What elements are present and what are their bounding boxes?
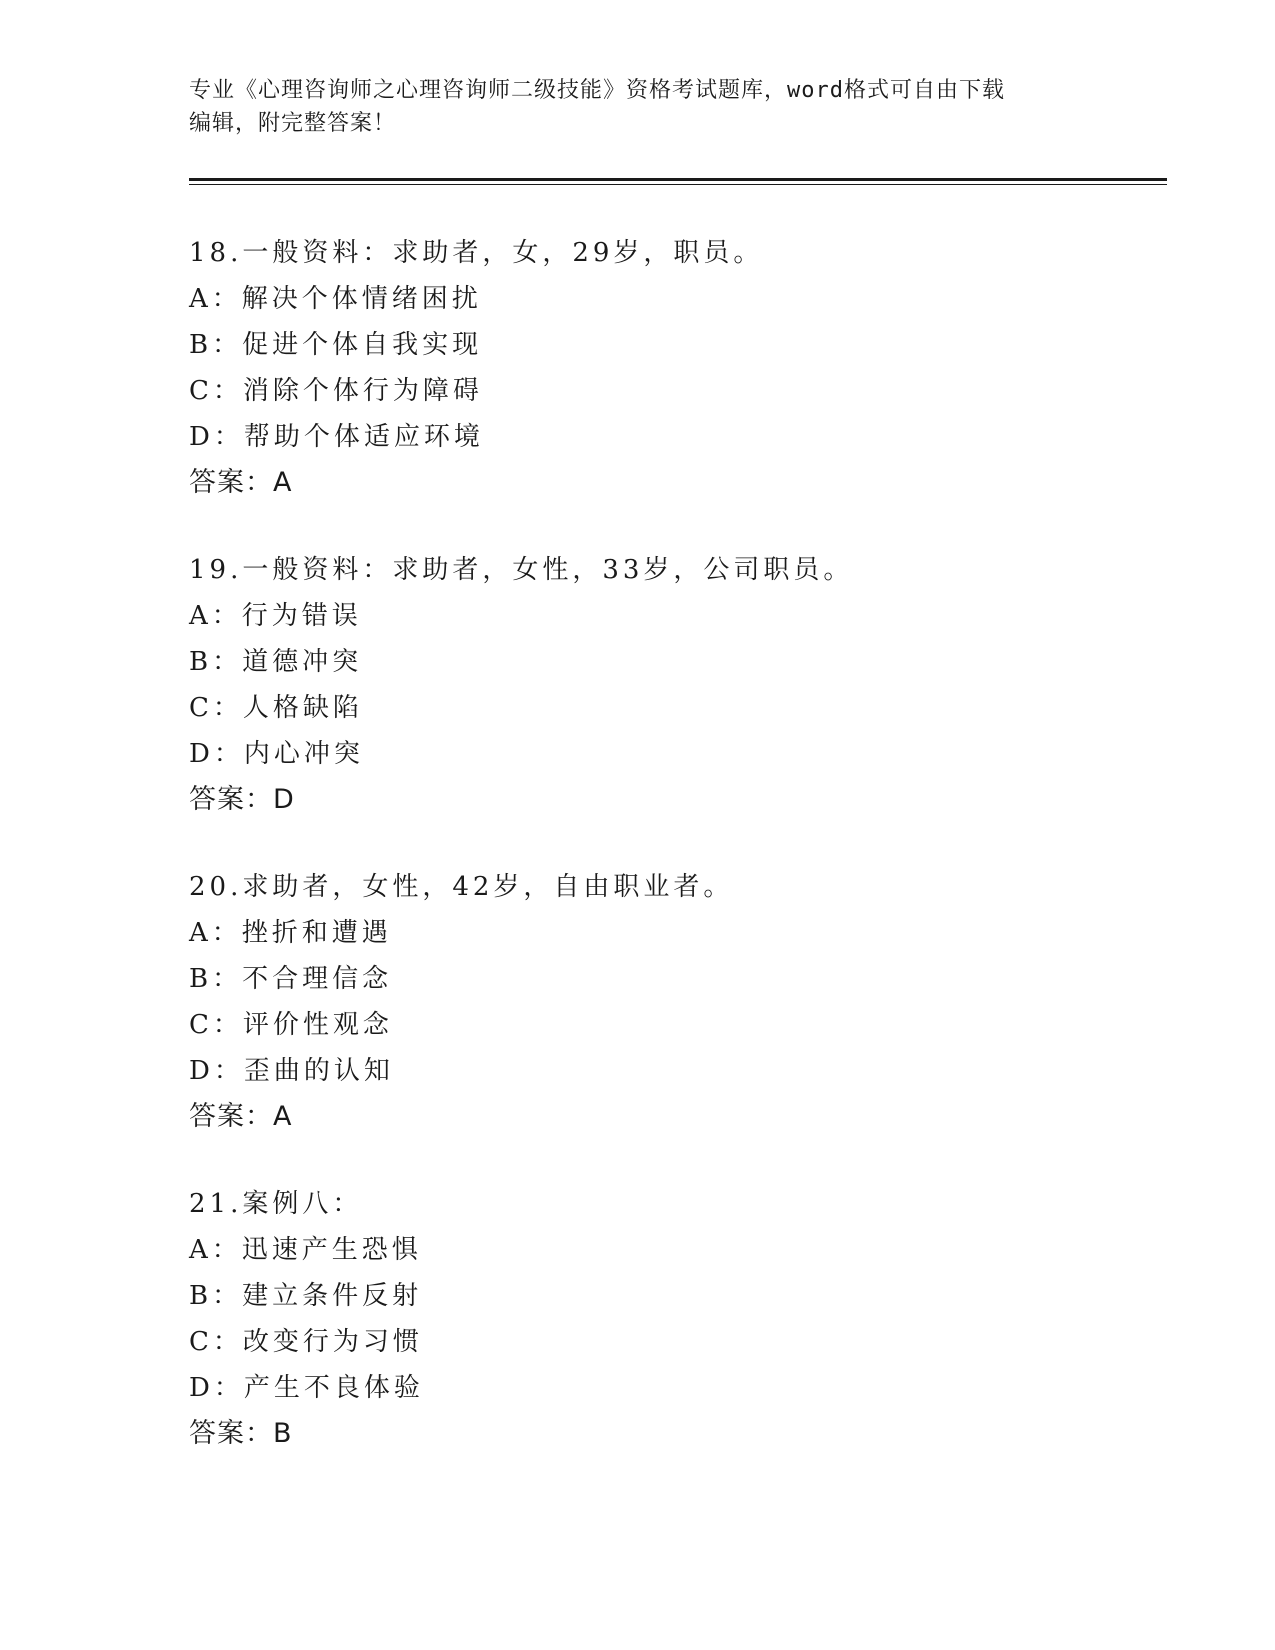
question-stem: 21.案例八：: [189, 1189, 363, 1219]
header-line-2: 编辑，附完整答案！: [189, 111, 397, 136]
option-b: B：不合理信念: [189, 964, 393, 994]
answer: 答案：B: [189, 1418, 293, 1449]
question-21: [189, 1181, 1089, 1457]
question-18: [189, 230, 1089, 506]
option-a: A：挫折和遭遇: [189, 918, 392, 948]
option-b: B：建立条件反射: [189, 1281, 423, 1311]
question-20: [189, 864, 1089, 1140]
option-c: C：人格缺陷: [189, 693, 363, 723]
document-header: [189, 74, 1089, 140]
option-a: A：解决个体情绪困扰: [189, 284, 482, 314]
option-c: C：评价性观念: [189, 1010, 393, 1040]
option-c: C：改变行为习惯: [189, 1327, 423, 1357]
question-19: [189, 547, 1089, 823]
option-d: D：内心冲突: [189, 739, 364, 769]
question-stem: 20.求助者，女性，42岁，自由职业者。: [189, 872, 734, 902]
option-a: A：迅速产生恐惧: [189, 1235, 422, 1265]
header-divider-thick: [189, 178, 1167, 181]
option-b: B：促进个体自我实现: [189, 330, 483, 360]
header-divider-thin: [189, 184, 1167, 185]
option-d: D：歪曲的认知: [189, 1056, 394, 1086]
answer: 答案：A: [189, 1101, 293, 1132]
option-a: A：行为错误: [189, 601, 362, 631]
option-c: C：消除个体行为障碍: [189, 376, 483, 406]
question-stem: 19.一般资料：求助者，女性，33岁，公司职员。: [189, 555, 854, 585]
option-b: B：道德冲突: [189, 647, 363, 677]
option-d: D：帮助个体适应环境: [189, 422, 484, 452]
option-d: D：产生不良体验: [189, 1373, 424, 1403]
header-line-1: 专业《心理咨询师之心理咨询师二级技能》资格考试题库，word格式可自由下载: [189, 78, 1005, 103]
answer: 答案：A: [189, 467, 293, 498]
question-stem: 18.一般资料：求助者，女，29岁，职员。: [189, 238, 764, 268]
answer: 答案：D: [189, 784, 295, 815]
